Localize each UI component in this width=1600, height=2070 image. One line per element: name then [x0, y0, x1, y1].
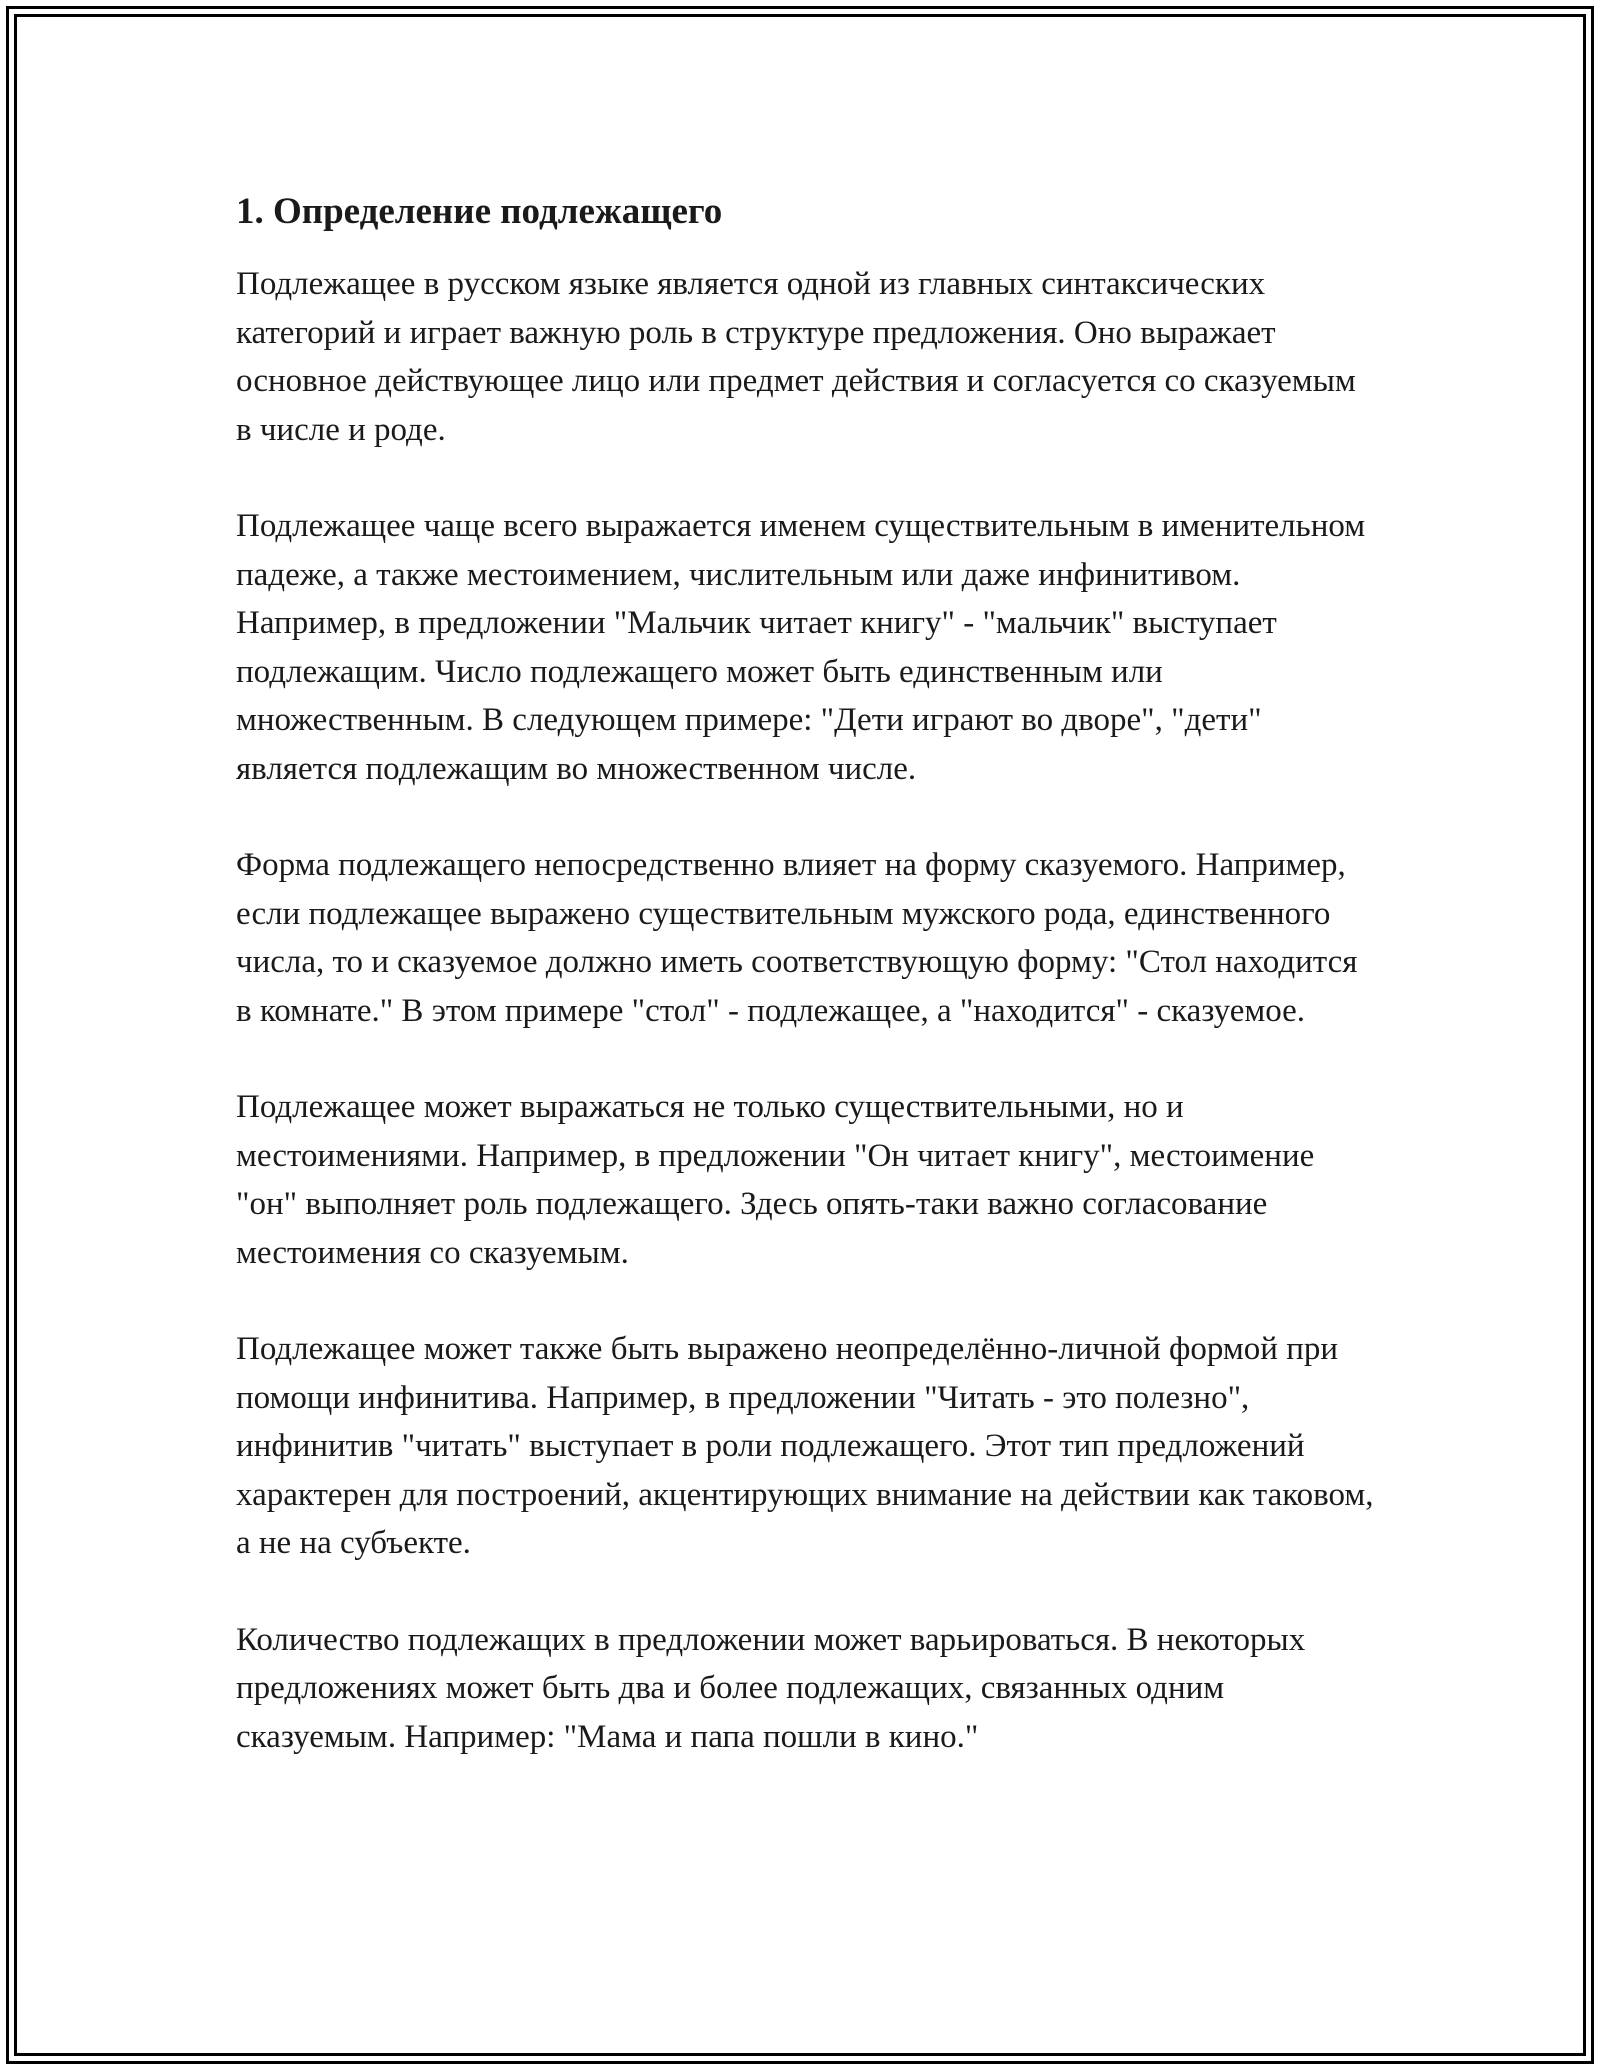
paragraph-2: Подлежащее чаще всего выражается именем существительным в именительном падеже, а также местоимением, числительным или даже инфинитивом. Например, в предложении "Мальчик читает книгу" - "мальчик" выступает подлежащим. Число подлежащего может быть единственным или множественным. В следующем примере: "Дети играют во дворе", "дети" является подлежащим во множественном числе. [236, 508, 1366, 787]
section-heading: 1. Определение подлежащего [236, 191, 723, 232]
paragraph-1: Подлежащее в русском языке является одной из главных синтаксических категорий и играет важную роль в структуре предложения. Оно выражает основное действующее лицо или предмет действия и согласуется со сказуемым в числе и роде. [236, 266, 1356, 448]
paragraph-4: Подлежащее может выражаться не только существительными, но и местоимениями. Например, в предложении "Он читает книгу", местоимение "он" выполняет роль подлежащего. Здесь опять-таки важно согласование местоимения со сказуемым. [236, 1089, 1315, 1271]
paragraph-3: Форма подлежащего непосредственно влияет на форму сказуемого. Например, если подлежащее выражено существительным мужского рода, единственного числа, то и сказуемое должно иметь соответствующую форму: "Стол находится в комнате." В этом примере "стол" - подлежащее, а "находится" - сказуемое. [236, 847, 1358, 1029]
paragraph-6: Количество подлежащих в предложении может варьироваться. В некоторых предложениях может быть два и более подлежащих, связанных одним сказуемым. Например: "Мама и папа пошли в кино." [236, 1621, 1306, 1755]
document-body [236, 186, 1376, 1761]
paragraph-5: Подлежащее может также быть выражено неопределённо-личной формой при помощи инфинитива. Например, в предложении "Читать - это полезно", инфинитив "читать" выступает в роли подлежащего. Этот тип предложений характерен для построений, акцентирующих внимание на действии как таковом, а не на субъекте. [236, 1331, 1374, 1561]
